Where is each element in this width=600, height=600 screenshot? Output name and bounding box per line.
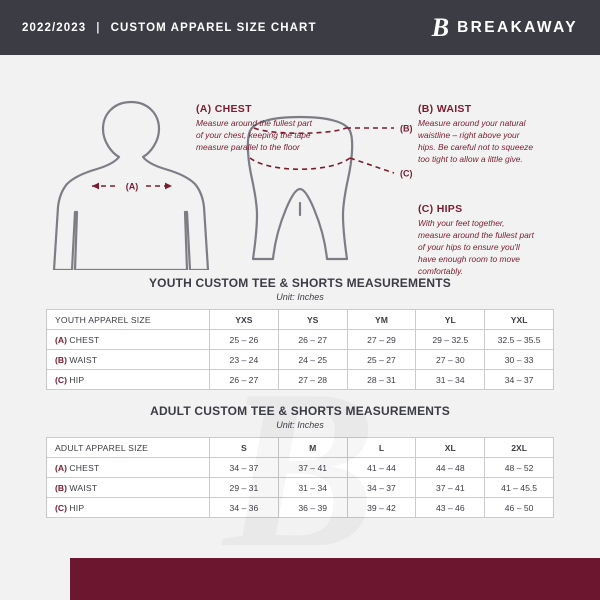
- note-chest-text: Measure around the fullest part of your chest, keeping the tape measure parallel to the floor: [196, 118, 312, 152]
- brand-name: BREAKAWAY: [457, 18, 578, 36]
- adult-table-subtitle: Unit: Inches: [276, 420, 324, 430]
- table-header-row: [47, 438, 554, 458]
- youth-col-0: YXS: [210, 310, 279, 330]
- chest-marker-label: (A): [125, 181, 139, 192]
- adult-row-2-name: HIP: [69, 502, 85, 513]
- adult-cell-2-3: 43 – 46: [416, 498, 485, 518]
- youth-cell-2-4: 34 – 37: [485, 370, 554, 390]
- youth-row-2-tag: (C): [55, 374, 67, 385]
- youth-col-1: YS: [278, 310, 347, 330]
- youth-row-2-label: [47, 370, 210, 390]
- youth-row-0-tag: (A): [55, 334, 67, 345]
- waist-marker-label: (B): [400, 123, 413, 134]
- adult-cell-0-2: 41 – 44: [347, 458, 416, 478]
- youth-table-subtitle: Unit: Inches: [276, 292, 324, 302]
- youth-cell-2-2: 28 – 31: [347, 370, 416, 390]
- adult-cell-2-4: 46 – 50: [485, 498, 554, 518]
- table-row: [47, 370, 554, 390]
- adult-cell-1-1: 31 – 34: [278, 478, 347, 498]
- youth-cell-1-0: 23 – 24: [210, 350, 279, 370]
- youth-cell-0-1: 26 – 27: [278, 330, 347, 350]
- adult-size-header: ADULT APPAREL SIZE: [47, 438, 210, 458]
- adult-cell-0-3: 44 – 48: [416, 458, 485, 478]
- brand-logo: [431, 12, 578, 42]
- youth-cell-0-4: 32.5 – 35.5: [485, 330, 554, 350]
- youth-size-header: YOUTH APPAREL SIZE: [47, 310, 210, 330]
- youth-table-title: YOUTH CUSTOM TEE & SHORTS MEASUREMENTS: [148, 276, 452, 290]
- youth-cell-2-0: 26 – 27: [210, 370, 279, 390]
- adult-col-0: S: [210, 438, 279, 458]
- header-title-group: [22, 22, 317, 34]
- footer-accent-bar: [70, 558, 600, 600]
- youth-cell-0-3: 29 – 32.5: [416, 330, 485, 350]
- page-footer: [0, 545, 600, 600]
- adult-cell-1-3: 37 – 41: [416, 478, 485, 498]
- table-row: [47, 330, 554, 350]
- hips-marker-label: (C): [400, 168, 413, 179]
- note-waist-text: Measure around your natural waistline – right above your hips. Be careful not to squeeze too tight to allow a little give.: [418, 118, 533, 164]
- youth-row-1-label: [47, 350, 210, 370]
- youth-col-4: YXL: [485, 310, 554, 330]
- youth-row-1-name: WAIST: [69, 354, 98, 365]
- chest-measure-line: [92, 179, 172, 193]
- adult-col-1: M: [278, 438, 347, 458]
- adult-cell-0-4: 48 – 52: [485, 458, 554, 478]
- adult-cell-1-2: 34 – 37: [347, 478, 416, 498]
- note-waist-heading: (B) WAIST: [418, 103, 472, 115]
- table-row: [47, 478, 554, 498]
- adult-size-table: [46, 437, 554, 518]
- note-waist: [418, 103, 538, 166]
- youth-table-block: [0, 276, 600, 390]
- note-chest: [196, 103, 316, 154]
- header-year: 2022/2023: [22, 21, 87, 34]
- youth-cell-1-2: 25 – 27: [347, 350, 416, 370]
- youth-size-table: [46, 309, 554, 390]
- hips-measure-line: [250, 158, 413, 179]
- page-title: CUSTOM APPAREL SIZE CHART: [110, 21, 317, 34]
- youth-cell-0-2: 27 – 29: [347, 330, 416, 350]
- youth-cell-0-0: 25 – 26: [210, 330, 279, 350]
- youth-row-1-tag: (B): [55, 354, 67, 365]
- adult-cell-0-0: 34 – 37: [210, 458, 279, 478]
- youth-cell-1-1: 24 – 25: [278, 350, 347, 370]
- adult-row-0-name: CHEST: [69, 462, 100, 473]
- header-separator: |: [96, 21, 101, 34]
- note-hips-text: With your feet together, measure around the fullest part of your hips to ensure you'll have enough room to move comfortably.: [418, 218, 534, 276]
- adult-cell-2-2: 39 – 42: [347, 498, 416, 518]
- note-chest-heading: (A) CHEST: [196, 103, 252, 115]
- table-row: [47, 498, 554, 518]
- adult-row-1-tag: (B): [55, 482, 67, 493]
- youth-cell-1-3: 27 – 30: [416, 350, 485, 370]
- measurement-diagram: [0, 55, 600, 276]
- table-header-row: [47, 310, 554, 330]
- page-content: [0, 55, 600, 545]
- table-row: [47, 350, 554, 370]
- page-header: [0, 0, 600, 55]
- youth-row-0-label: [47, 330, 210, 350]
- adult-table-block: [0, 404, 600, 518]
- adult-row-0-label: [47, 458, 210, 478]
- adult-cell-2-0: 34 – 36: [210, 498, 279, 518]
- youth-cell-2-1: 27 – 28: [278, 370, 347, 390]
- youth-row-2-name: HIP: [69, 374, 85, 385]
- adult-cell-0-1: 37 – 41: [278, 458, 347, 478]
- adult-row-1-name: WAIST: [69, 482, 98, 493]
- brand-mark-icon: B: [431, 12, 449, 42]
- adult-cell-2-1: 36 – 39: [278, 498, 347, 518]
- adult-row-0-tag: (A): [55, 462, 67, 473]
- note-hips: [418, 203, 538, 278]
- table-row: [47, 458, 554, 478]
- youth-row-0-name: CHEST: [69, 334, 100, 345]
- adult-col-2: L: [347, 438, 416, 458]
- adult-col-3: XL: [416, 438, 485, 458]
- adult-row-1-label: [47, 478, 210, 498]
- note-hips-heading: (C) HIPS: [418, 203, 463, 215]
- adult-cell-1-4: 41 – 45.5: [485, 478, 554, 498]
- adult-cell-1-0: 29 – 31: [210, 478, 279, 498]
- youth-cell-2-3: 31 – 34: [416, 370, 485, 390]
- youth-cell-1-4: 30 – 33: [485, 350, 554, 370]
- adult-col-4: 2XL: [485, 438, 554, 458]
- youth-col-2: YM: [347, 310, 416, 330]
- youth-col-3: YL: [416, 310, 485, 330]
- adult-table-title: ADULT CUSTOM TEE & SHORTS MEASUREMENTS: [150, 404, 450, 418]
- adult-row-2-label: [47, 498, 210, 518]
- adult-row-2-tag: (C): [55, 502, 67, 513]
